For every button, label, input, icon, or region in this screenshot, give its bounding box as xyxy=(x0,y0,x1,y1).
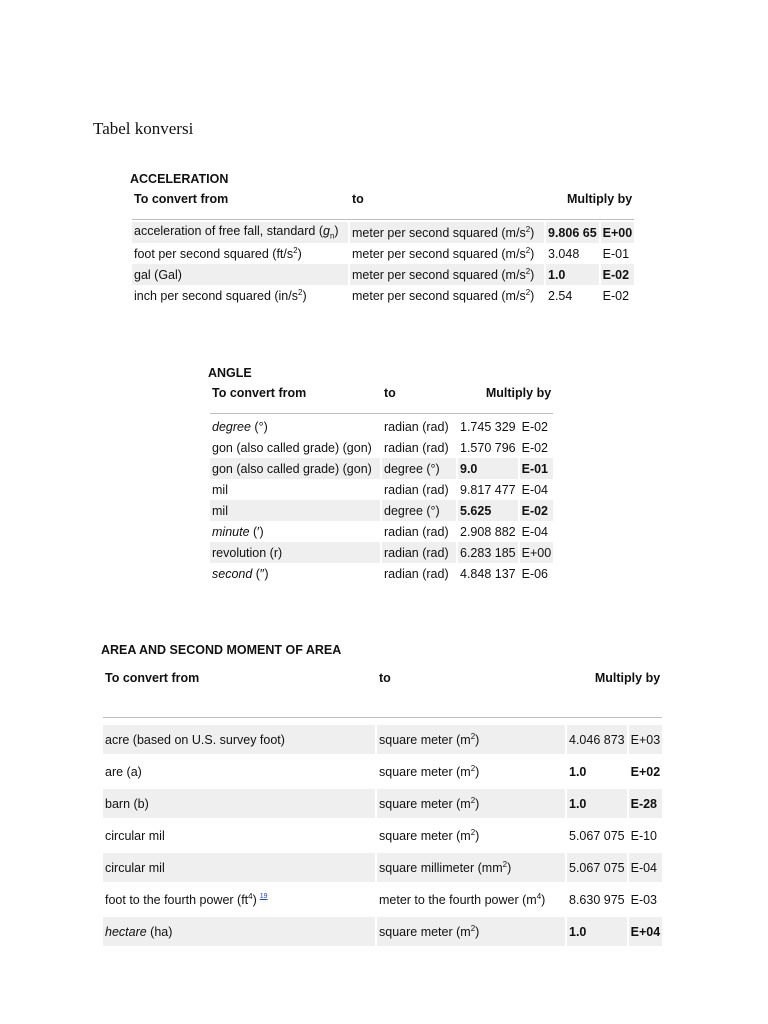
from-cell: mil xyxy=(210,500,380,521)
header-from: To convert from xyxy=(105,671,200,685)
exponent-cell: E-04 xyxy=(521,524,549,539)
table-row xyxy=(210,500,553,521)
exponent-cell: E-01 xyxy=(602,246,630,261)
page-title: Tabel konversi xyxy=(93,119,194,138)
area-table xyxy=(101,667,664,946)
exponent-cell: E-02 xyxy=(521,440,549,455)
factor-cell: 5.067 075 xyxy=(567,853,627,882)
exponent-cell: E-02 xyxy=(601,264,635,285)
factor-cell: 1.0 xyxy=(567,789,627,818)
table-row xyxy=(210,479,553,500)
table-row xyxy=(210,542,553,563)
exponent-cell: E-02 xyxy=(520,500,554,521)
to-cell: meter per second squared $(m/s^2)$ xyxy=(350,264,544,285)
to-cell: meter per second squared $(m/s^2)$ xyxy=(350,222,544,243)
exponent-cell: E-04 xyxy=(521,482,549,497)
to-cell: radian (rad) xyxy=(382,542,456,563)
exponent-cell: E+04 xyxy=(629,917,663,946)
table-row xyxy=(103,725,662,754)
header-multiply: Multiply by xyxy=(594,671,661,685)
to-cell: square meter $(m^2)$ xyxy=(379,763,480,779)
from-cell: are (a) xyxy=(105,764,142,779)
to-cell: meter per second squared $(m/s^2)$ xyxy=(352,245,535,261)
exponent-cell: E-03 xyxy=(630,892,658,907)
factor-cell: 9.817 477 xyxy=(460,482,516,497)
factor-cell: 5.625 xyxy=(458,500,518,521)
footnote-link[interactable]: 19 xyxy=(259,893,268,901)
exponent-cell: E-06 xyxy=(521,566,549,581)
from-cell: minute (′) xyxy=(212,524,264,539)
table-row xyxy=(103,821,662,850)
factor-cell: 9.0 xyxy=(458,458,518,479)
exponent-cell: E-01 xyxy=(520,458,554,479)
from-cell: gal (Gal) xyxy=(132,264,348,285)
exponent-cell: E+00 xyxy=(601,222,635,243)
factor-cell: 1.570 796 xyxy=(460,440,516,455)
section-caption: ACCELERATION xyxy=(130,172,229,186)
from-cell: mil xyxy=(212,482,228,497)
factor-cell: 3.048 xyxy=(548,246,580,261)
header-multiply: Multiply by xyxy=(485,386,552,400)
section-caption: ANGLE xyxy=(208,366,252,380)
exponent-cell: E-02 xyxy=(602,288,630,303)
header-from: To convert from xyxy=(134,192,229,206)
table-row xyxy=(103,757,662,786)
acceleration-table xyxy=(130,188,636,306)
factor-cell: 4.848 137 xyxy=(460,566,516,581)
to-cell: radian (rad) xyxy=(384,419,449,434)
exponent-cell: E-02 xyxy=(521,419,549,434)
to-cell: square meter $(m^2)$ xyxy=(377,789,565,818)
to-cell: degree (°) xyxy=(382,458,456,479)
header-multiply: Multiply by xyxy=(566,192,633,206)
exponent-cell: E+03 xyxy=(629,725,663,754)
header-rule xyxy=(132,219,634,220)
factor-cell: 4.046 873 xyxy=(567,725,627,754)
table-row xyxy=(103,885,662,914)
factor-cell: 8.630 975 xyxy=(569,892,625,907)
table-row xyxy=(132,243,634,264)
from-cell: acceleration of free fall, standard $(g_n)$ xyxy=(132,222,348,243)
to-cell: radian (rad) xyxy=(384,524,449,539)
exponent-cell: E-04 xyxy=(629,853,663,882)
to-cell: meter per second squared $(m/s^2)$ xyxy=(352,287,535,303)
to-cell: degree (°) xyxy=(382,500,456,521)
exponent-cell: E-28 xyxy=(629,789,663,818)
table-row xyxy=(210,458,553,479)
from-cell: inch per second squared $(in/s^2)$ xyxy=(134,287,307,303)
factor-cell: 1.0 xyxy=(546,264,599,285)
exponent-cell: E-10 xyxy=(630,828,658,843)
exponent-cell: E+02 xyxy=(630,764,661,779)
header-to: to xyxy=(384,386,396,400)
exponent-cell: E+00 xyxy=(520,542,554,563)
from-cell: gon (also called grade) (gon) xyxy=(212,440,372,455)
factor-cell: 2.908 882 xyxy=(460,524,516,539)
table-row xyxy=(132,285,634,306)
header-to: to xyxy=(352,192,364,206)
to-cell: radian (rad) xyxy=(384,482,449,497)
factor-cell: 1.745 329 xyxy=(460,419,516,434)
from-cell: degree (°) xyxy=(212,419,268,434)
factor-cell: 9.806 65 xyxy=(546,222,599,243)
table-row xyxy=(210,416,553,437)
section-caption: AREA AND SECOND MOMENT OF AREA xyxy=(101,643,342,657)
from-cell: barn (b) xyxy=(103,789,375,818)
table-row xyxy=(103,917,662,946)
table-row xyxy=(210,563,553,584)
to-cell: radian (rad) xyxy=(384,566,449,581)
from-cell: circular mil xyxy=(103,853,375,882)
acceleration-section xyxy=(130,172,636,306)
from-cell: gon (also called grade) (gon) xyxy=(210,458,380,479)
to-cell: radian (rad) xyxy=(384,440,449,455)
factor-cell: 1.0 xyxy=(569,764,587,779)
factor-cell: 1.0 xyxy=(567,917,627,946)
table-row xyxy=(132,264,634,285)
header-rule xyxy=(210,413,553,414)
to-cell: square millimeter $(mm^2)$ xyxy=(377,853,565,882)
from-cell: foot to the fourth power $(ft^4)$ $^{19}$ xyxy=(105,891,268,907)
factor-cell: 5.067 075 xyxy=(569,828,625,843)
factor-cell: 6.283 185 xyxy=(458,542,518,563)
table-row xyxy=(132,222,634,243)
table-row xyxy=(103,853,662,882)
from-cell: hectare (ha) xyxy=(103,917,375,946)
from-cell: acre (based on U.S. survey foot) xyxy=(103,725,375,754)
factor-cell: 2.54 xyxy=(548,288,573,303)
from-cell: foot per second squared $(ft/s^2)$ xyxy=(134,245,302,261)
angle-section xyxy=(208,366,555,584)
to-cell: square meter $(m^2)$ xyxy=(379,827,480,843)
to-cell: square meter $(m^2)$ xyxy=(377,917,565,946)
from-cell: revolution (r) xyxy=(210,542,380,563)
angle-table xyxy=(208,382,555,584)
to-cell: meter to the fourth power $(m^4)$ xyxy=(379,891,546,907)
to-cell: square meter $(m^2)$ xyxy=(377,725,565,754)
area-section xyxy=(101,643,664,946)
header-rule xyxy=(103,717,662,718)
table-row xyxy=(210,521,553,542)
from-cell: circular mil xyxy=(105,828,165,843)
header-from: To convert from xyxy=(212,386,307,400)
table-row xyxy=(210,437,553,458)
from-cell: second (″) xyxy=(212,566,269,581)
header-to: to xyxy=(379,671,391,685)
table-row xyxy=(103,789,662,818)
